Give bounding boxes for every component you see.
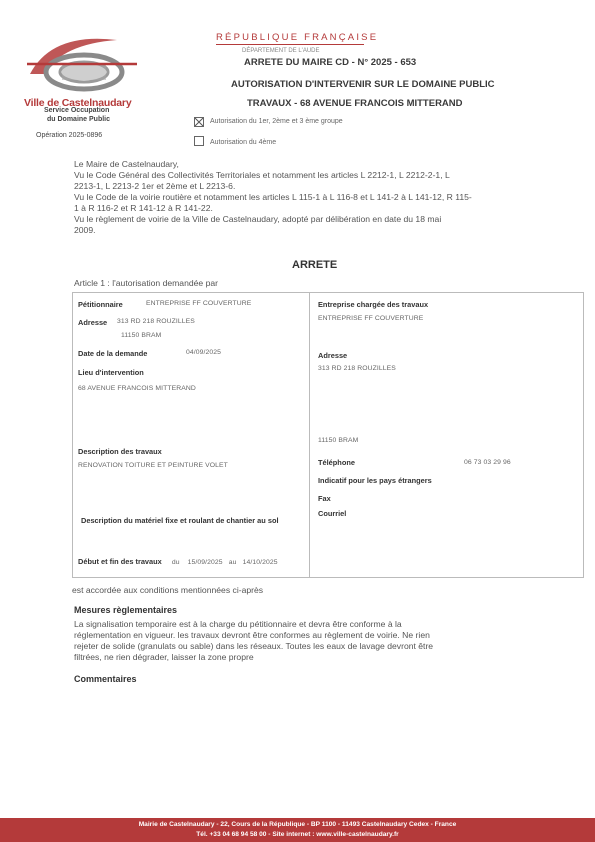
mesures-line: La signalisation temporaire est à la charge du pétitionnaire et devra être conforme à la: [74, 619, 402, 629]
date-demande-value: 04/09/2025: [186, 349, 222, 356]
checkbox-group-1-3[interactable]: [194, 117, 204, 127]
preamble-line: Le Maire de Castelnaudary,: [74, 159, 179, 169]
fax-label: Fax: [318, 494, 331, 503]
accorded-text: est accordée aux conditions mentionnées ci-après: [72, 585, 264, 595]
footer-address: Mairie de Castelnaudary - 22, Cours de la République - BP 1100 - 11493 Castelnaudary Cedex - France: [138, 821, 457, 828]
entreprise-value: ENTREPRISE FF COUVERTURE: [318, 315, 424, 322]
preamble: [74, 159, 574, 236]
preamble-line: 2009.: [74, 225, 96, 235]
department: DÉPARTEMENT DE L'AUDE: [242, 48, 320, 54]
debut-start-date: 15/09/2025: [187, 559, 223, 566]
courriel-label: Courriel: [318, 509, 347, 518]
form-divider: [309, 292, 310, 578]
entreprise-adresse-label: Adresse: [318, 351, 348, 360]
checkbox-group-1-3-label: Autorisation du 1er, 2ème et 3 ème groupe: [210, 118, 343, 125]
lieu-label: Lieu d'intervention: [78, 368, 144, 377]
mesures-line: rejeter de solide (granulats ou sable) dans les réseaux. Toutes les eaux de lavage devront être: [74, 641, 434, 651]
logo-domain: du Domaine Public: [47, 116, 111, 123]
checkbox-group-4-label: Autorisation du 4ème: [210, 139, 277, 146]
checkbox-group-4[interactable]: [194, 136, 204, 146]
arrete-title: ARRETE: [292, 259, 338, 271]
petitionnaire-value: ENTREPRISE FF COUVERTURE: [146, 300, 252, 307]
date-demande-label: Date de la demande: [78, 349, 148, 358]
adresse-line2: 11150 BRAM: [121, 332, 162, 339]
mesures-title: Mesures règlementaires: [74, 605, 178, 615]
entreprise-label: Entreprise chargée des travaux: [318, 300, 429, 309]
adresse-line1: 313 RD 218 ROUZILLES: [117, 318, 195, 325]
mesures-line: réglementation en vigueur. les travaux devront être conformes au règlement de voirie. Ne rien: [74, 630, 430, 640]
commentaires-title: Commentaires: [74, 674, 137, 684]
lieu-value: 68 AVENUE FRANCOIS MITTERAND: [78, 385, 196, 392]
preamble-line: Vu le règlement de voirie de la Ville de Castelnaudary, adopté par délibération en date du 18 mai: [74, 214, 442, 224]
arrete-subject: AUTORISATION D'INTERVENIR SUR LE DOMAINE PUBLIC: [231, 79, 495, 90]
operation-number: Opération 2025-0896: [36, 132, 103, 139]
debut-fin-label: [78, 557, 278, 566]
debut-end-date: 14/10/2025: [242, 559, 278, 566]
description-label: Description des travaux: [78, 447, 162, 456]
republic-underline: [216, 44, 364, 45]
preamble-line: 1 à R 116-2 et R 141-12 à R 141-22.: [74, 203, 213, 213]
materiel-label: Description du matériel fixe et roulant de chantier au sol: [81, 516, 279, 525]
entreprise-city: 11150 BRAM: [318, 437, 359, 444]
mesures-line: filtrées, ne rien dégrader, laisser la zone propre: [74, 652, 254, 662]
preamble-line: 2213-1, L 2213-2 1er et 2ème et L 2213-6.: [74, 181, 236, 191]
description-value: RENOVATION TOITURE ET PEINTURE VOLET: [78, 462, 228, 469]
preamble-line: Vu le Code Général des Collectivités Territoriales et notamment les articles L 2212-1, L 2212-2-1, L: [74, 170, 450, 180]
entreprise-adresse-value: 313 RD 218 ROUZILLES: [318, 365, 396, 372]
arrete-number: ARRETE DU MAIRE CD - N° 2025 - 653: [244, 57, 417, 68]
logo-city-name: Ville de Castelnaudary: [24, 97, 132, 109]
telephone-label: Téléphone: [318, 458, 355, 467]
city-logo: [22, 34, 142, 98]
footer-contact: Tél. +33 04 68 94 58 00 - Site internet : www.ville-castelnaudary.fr: [196, 831, 399, 838]
indicatif-label: Indicatif pour les pays étrangers: [318, 476, 432, 485]
petitionnaire-label: Pétitionnaire: [78, 300, 123, 309]
debut-au: au: [228, 559, 237, 566]
logo-service: Service Occupation: [44, 107, 110, 114]
article-1: Article 1 : l'autorisation demandée par: [74, 278, 218, 288]
preamble-line: Vu le Code de la voirie routière et notamment les articles L 115-1 à L 116-8 et L 141-2 à L 141-12, R 115-: [74, 192, 472, 202]
mesures-text: [74, 619, 580, 663]
debut-fin-text: Début et fin des travaux: [78, 557, 162, 566]
debut-du: du: [171, 559, 180, 566]
republic-title: RÉPUBLIQUE FRANÇAISE: [216, 32, 379, 43]
adresse-label: Adresse: [78, 318, 108, 327]
telephone-value: 06 73 03 29 96: [464, 459, 511, 466]
arrete-works: TRAVAUX - 68 AVENUE FRANCOIS MITTERAND: [247, 98, 463, 109]
